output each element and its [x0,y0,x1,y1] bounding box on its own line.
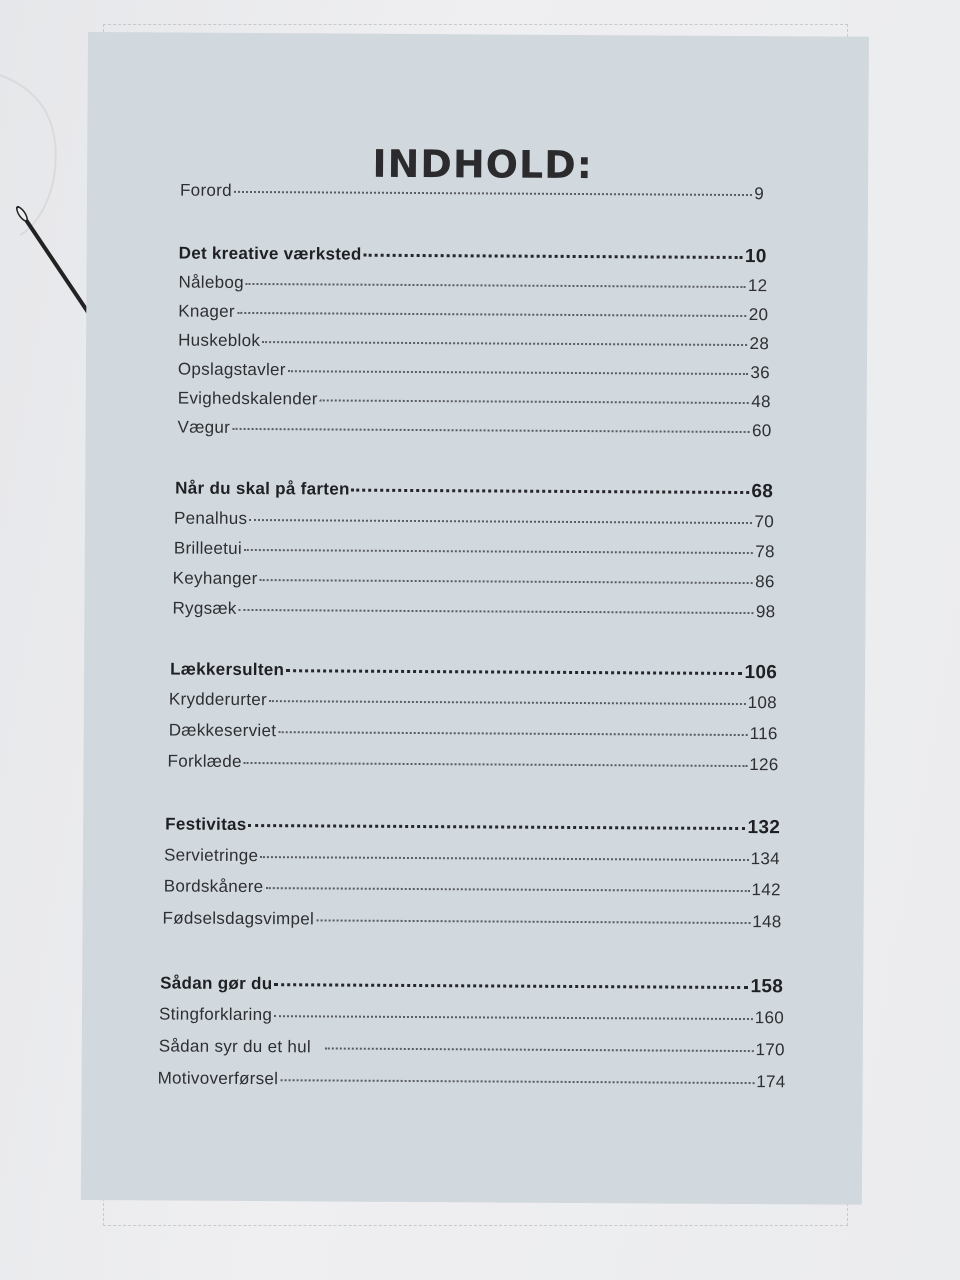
page-title: INDHOLD: [372,141,594,188]
toc-section-laekkersulten[interactable] [170,659,777,685]
toc-section-label: Lækkersulten [170,659,285,680]
toc-entry-page: 134 [750,849,781,869]
toc-entry-label: Forklæde [167,751,242,771]
toc-entry-label: Penalhus [173,508,248,528]
toc-entry-label: Rygsæk [172,598,237,618]
dot-leader [234,191,752,196]
toc-entry-page: 28 [749,334,770,354]
toc-entry-label: Opslagstavler [177,359,286,380]
toc-entry-page: 70 [754,512,775,532]
toc-entry-label: Krydderurter [168,689,268,710]
toc-entry-label: Stingforklaring [158,1004,273,1025]
toc-entry-knager[interactable] [178,302,768,326]
toc-entry-forklaede[interactable] [167,751,778,775]
dot-leader [320,399,750,404]
dot-leader [265,887,749,892]
toc-entry-page: 160 [754,1008,785,1028]
dot-leader [352,489,750,494]
toc-entry-page: 36 [750,363,770,383]
toc-entry-servietringe[interactable] [164,845,780,869]
toc-entry-page: 126 [749,755,779,775]
toc-entry-page: 148 [752,912,782,932]
contents-panel [81,32,869,1205]
toc-entry-label: Brilleetui [173,538,243,558]
dot-leader [274,983,748,989]
toc-entry-nalebog[interactable] [178,273,767,297]
dot-leader [244,549,753,554]
dot-leader [280,1079,754,1084]
dot-leader [232,428,750,433]
toc-entry-page: 12 [747,276,768,296]
toc-entry-daekkeserviet[interactable] [169,721,778,745]
dot-leader [249,824,746,830]
toc-entry-krydderurter[interactable] [169,690,777,714]
dot-leader [286,669,742,675]
toc-entry-label: Huskeblok [178,330,261,351]
toc-section-page: 132 [747,817,781,839]
toc-entry-keyhanger[interactable] [173,569,775,593]
toc-entry-label: Bordskånere [163,876,264,897]
toc-entry-motivoverfoersel[interactable] [158,1068,786,1092]
dot-leader [269,700,746,705]
toc-entry-label: Servietringe [163,845,259,866]
toc-entry-stingforklaring[interactable] [159,1004,784,1028]
toc-entry-label: Sådan syr du et hul [158,1036,312,1057]
toc-section-label: Festivitas [165,814,247,834]
dot-leader [316,919,750,924]
table-of-contents [81,32,869,1205]
toc-entry-page: 78 [755,542,775,562]
toc-section-festivitas[interactable] [165,813,780,839]
toc-entry-page: 20 [748,305,769,325]
toc-entry-label: Keyhanger [172,568,258,589]
toc-entry-huskeblok[interactable] [178,331,769,355]
toc-entry-bordskaanere[interactable] [164,876,781,900]
toc-entry-page: 86 [755,572,775,592]
toc-section-det-kreative-vaerksted[interactable] [179,243,767,269]
toc-entry-page: 116 [749,724,778,744]
toc-entry-vaegur[interactable] [178,418,772,442]
toc-entry-page: 108 [747,693,777,713]
dot-leader [364,254,743,259]
toc-entry-brilleetui[interactable] [174,539,775,563]
dot-leader [239,609,754,614]
toc-entry-page: 142 [751,880,781,900]
toc-entry-page: 9 [754,184,765,204]
toc-entry-saadan-syr-du-et-hul[interactable] [159,1036,785,1060]
toc-entry-label: Fødselsdagsvimpel [162,908,315,929]
toc-entry-page: 170 [755,1040,785,1060]
toc-entry-rygsaek[interactable] [172,599,775,623]
toc-section-page: 68 [751,481,774,503]
toc-entry-opslagstavler[interactable] [178,360,770,384]
toc-entry-label: Dækkeserviet [168,720,277,741]
toc-section-label: Når du skal på farten [175,478,350,499]
toc-entry-penalhus[interactable] [174,509,774,533]
toc-entry-label: Motivoverførsel [157,1068,279,1089]
toc-section-page: 10 [744,246,767,268]
dot-leader [325,1047,754,1052]
toc-entry-evighedskalender[interactable] [178,389,771,413]
dot-leader [288,370,749,375]
toc-entry-foedselsdagsvimpel[interactable] [163,908,782,932]
toc-entry-label: Vægur [177,417,231,437]
dot-leader [274,1015,753,1020]
toc-section-page: 106 [744,662,778,684]
dot-leader [246,283,746,288]
toc-section-saadan-goer-du[interactable] [160,972,783,998]
toc-section-label: Sådan gør du [160,973,273,994]
dot-leader [244,762,748,767]
dot-leader [260,579,754,584]
dot-leader [237,312,747,317]
dot-leader [249,519,752,524]
toc-entry-label: Knager [178,301,235,321]
dot-leader [278,731,747,736]
toc-entry-page: 60 [752,421,772,441]
toc-entry-page: 98 [755,602,776,622]
dot-leader [260,856,748,861]
toc-section-naar-du-skal-paa-farten[interactable] [175,478,773,504]
toc-entry-label: Nålebog [178,272,244,292]
toc-entry-label: Forord [179,180,232,200]
toc-entry-forord[interactable] [180,181,764,205]
toc-entry-page: 48 [751,392,771,412]
toc-section-label: Det kreative værksted [178,243,362,264]
toc-entry-label: Evighedskalender [177,388,318,409]
toc-section-page: 158 [750,976,784,998]
toc-entry-page: 174 [756,1072,786,1092]
dot-leader [262,341,747,346]
